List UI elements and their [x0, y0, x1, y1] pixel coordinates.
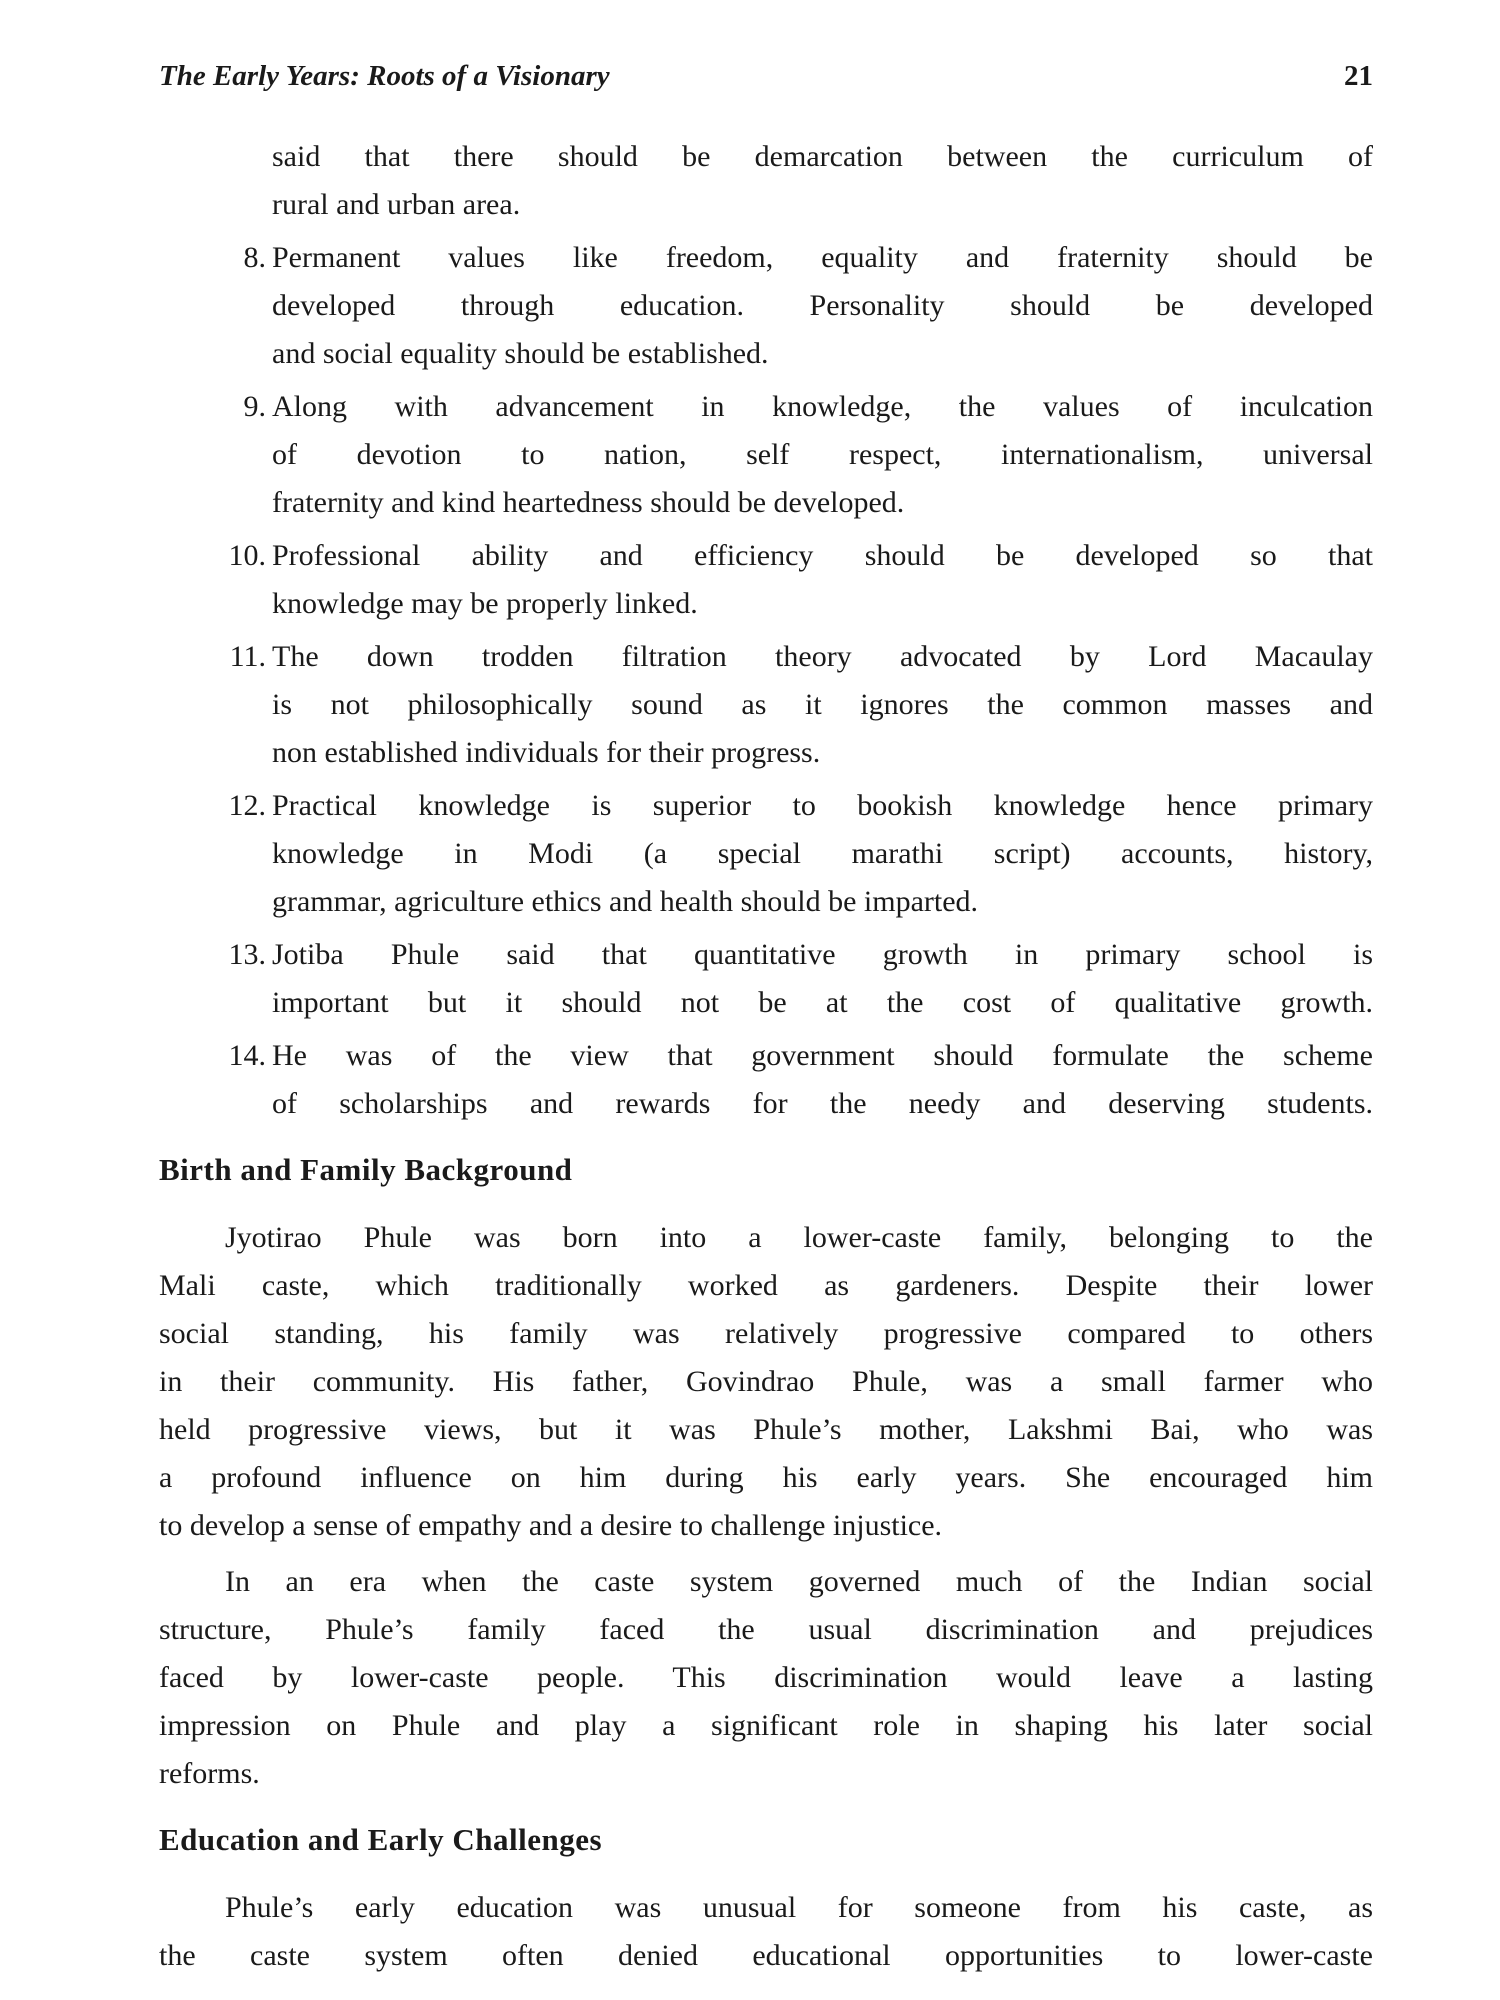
text-line: grammar, agriculture ethics and health should be imparted.: [272, 885, 979, 918]
text-line: of scholarships and rewards for the needy and deserving students.: [272, 1087, 1373, 1120]
paragraph: [159, 1558, 1373, 1798]
text-line: non established individuals for their progress.: [272, 736, 821, 769]
text-line: Permanent values like freedom, equality and fraternity should be: [272, 241, 1373, 274]
list-number: 14.: [228, 1039, 266, 1072]
text-line: Mali caste, which traditionally worked as gardeners. Despite their lower: [159, 1269, 1373, 1302]
text-line: The down trodden filtration theory advocated by Lord Macaulay: [272, 640, 1373, 673]
text-line: Phule’s early education was unusual for someone from his caste, as: [225, 1891, 1373, 1924]
list-item: [159, 782, 1373, 926]
text-line: said that there should be demarcation between the curriculum of: [272, 140, 1373, 173]
paragraph: [159, 1884, 1373, 1980]
list-item-continuation: [159, 133, 1373, 229]
text-line: He was of the view that government should formulate the scheme: [272, 1039, 1373, 1072]
text-line: In an era when the caste system governed much of the Indian social: [225, 1565, 1373, 1598]
text-line: Along with advancement in knowledge, the values of inculcation: [272, 390, 1373, 423]
text-line: developed through education. Personality should be developed: [272, 289, 1373, 322]
text-line: of devotion to nation, self respect, internationalism, universal: [272, 438, 1373, 471]
text-line: in their community. His father, Govindrao Phule, was a small farmer who: [159, 1365, 1373, 1398]
text-line: structure, Phule’s family faced the usual discrimination and prejudices: [159, 1613, 1373, 1646]
text-line: Jotiba Phule said that quantitative growth in primary school is: [272, 938, 1373, 971]
text-line: important but it should not be at the cost of qualitative growth.: [272, 986, 1373, 1019]
text-line: faced by lower-caste people. This discrimination would leave a lasting: [159, 1661, 1373, 1694]
text-line: rural and urban area.: [272, 188, 521, 221]
text-line: knowledge in Modi (a special marathi script) accounts, history,: [272, 837, 1373, 870]
list-item: [159, 633, 1373, 777]
text-line: fraternity and kind heartedness should be developed.: [272, 486, 905, 519]
list-item: [159, 1032, 1373, 1128]
section-heading: Education and Early Challenges: [159, 1822, 603, 1857]
text-line: reforms.: [159, 1757, 260, 1790]
section-heading: Birth and Family Background: [159, 1152, 573, 1187]
list-number: 12.: [228, 789, 266, 822]
running-title: The Early Years: Roots of a Visionary: [159, 59, 610, 92]
list-item: [159, 931, 1373, 1027]
text-line: knowledge may be properly linked.: [272, 587, 698, 620]
text-line: Professional ability and efficiency should be developed so that: [272, 539, 1373, 572]
text-line: to develop a sense of empathy and a desire to challenge injustice.: [159, 1509, 943, 1542]
text-line: Jyotirao Phule was born into a lower-caste family, belonging to the: [225, 1221, 1373, 1254]
text-line: impression on Phule and play a significant role in shaping his later social: [159, 1709, 1373, 1742]
list-number: 9.: [243, 390, 266, 423]
running-header: [159, 52, 1373, 100]
text-line: held progressive views, but it was Phule’s mother, Lakshmi Bai, who was: [159, 1413, 1373, 1446]
paragraph: [159, 1214, 1373, 1550]
list-item: [159, 234, 1373, 378]
text-line: Practical knowledge is superior to bookish knowledge hence primary: [272, 789, 1373, 822]
list-number: 11.: [229, 640, 266, 673]
list-number: 13.: [228, 938, 266, 971]
text-line: the caste system often denied educational opportunities to lower-caste: [159, 1939, 1373, 1972]
list-item: [159, 532, 1373, 628]
list-number: 8.: [243, 241, 266, 274]
page-body: [159, 133, 1373, 1980]
list-number: 10.: [228, 539, 266, 572]
text-line: a profound influence on him during his early years. She encouraged him: [159, 1461, 1373, 1494]
text-line: and social equality should be established.: [272, 337, 769, 370]
text-line: is not philosophically sound as it ignores the common masses and: [272, 688, 1373, 721]
text-line: social standing, his family was relatively progressive compared to others: [159, 1317, 1373, 1350]
page-number: 21: [1344, 59, 1373, 92]
list-item: [159, 383, 1373, 527]
